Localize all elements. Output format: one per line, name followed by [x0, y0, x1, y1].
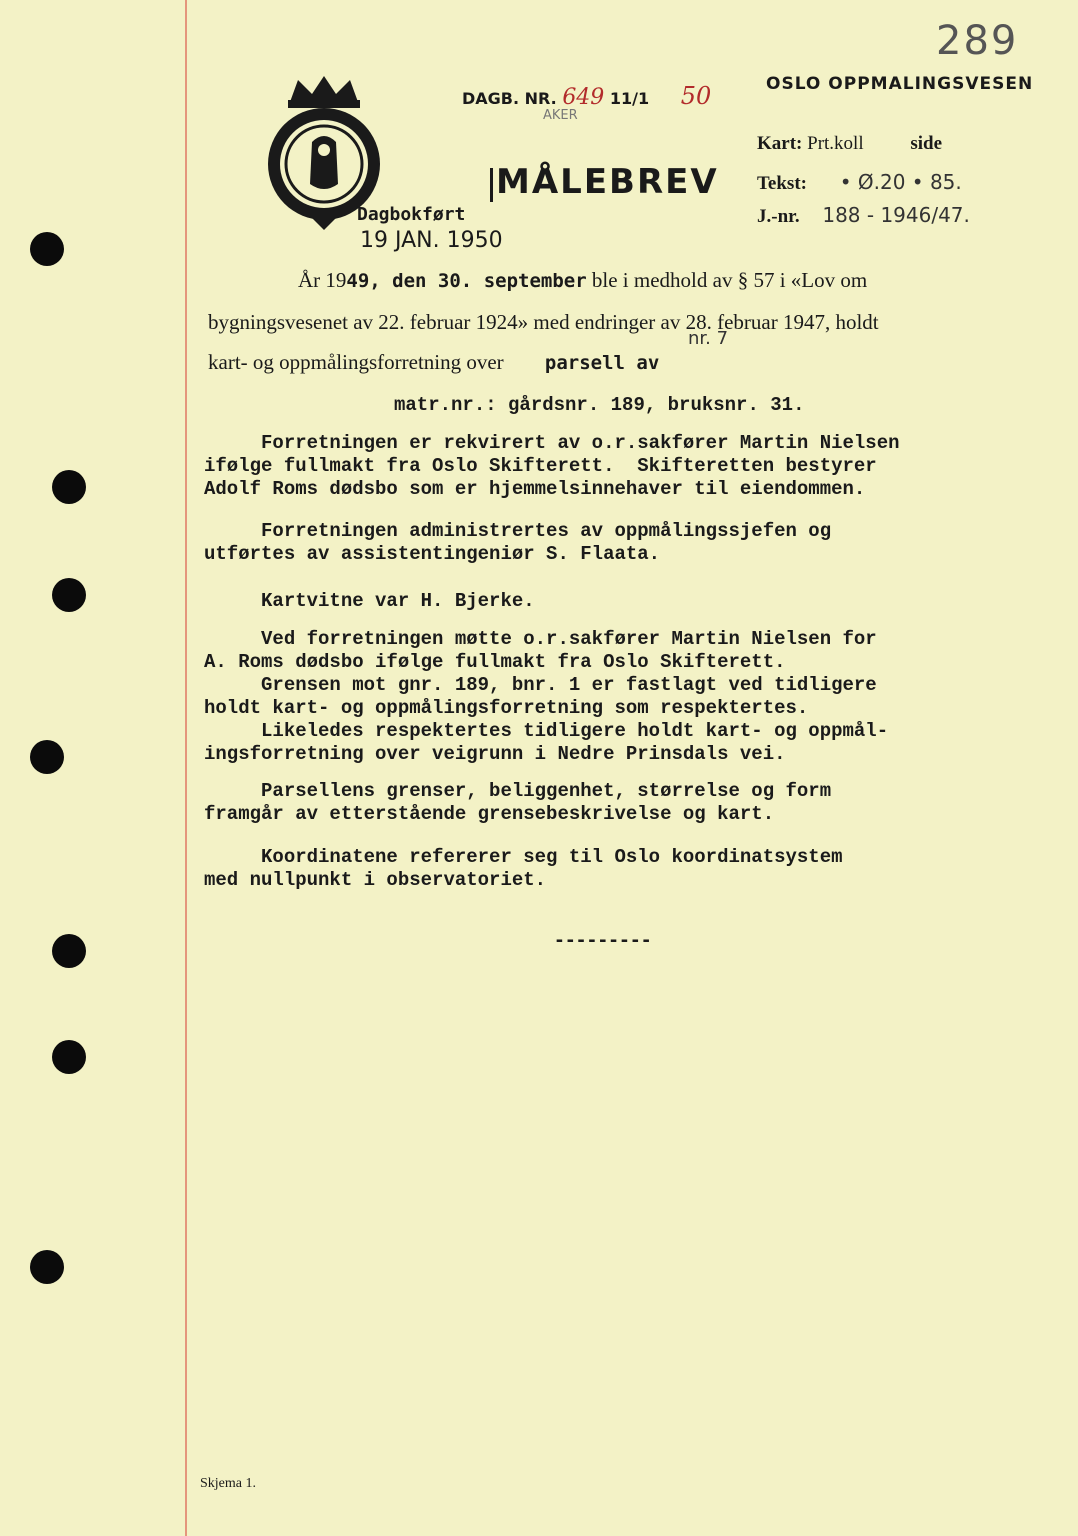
paragraph-attendance: Ved forretningen møtte o.r.sakfører Martin Nielsen for A. Roms dødsbo ifølge fullmakt fra Oslo Skifterett. Grensen mot gnr. 189, bnr. 1 er fastlagt ved tidligere holdt kart- og oppmålingsforretning som respektertes. Likeledes respektertes tidligere holdt kart- og oppmål- ingsforretning over veigrunn i Nedre Prinsdals vei.: [204, 628, 889, 765]
punch-hole: [52, 934, 86, 968]
punch-hole: [52, 578, 86, 612]
intro-date: 49, den 30. september: [346, 270, 587, 292]
office-name: OSLO OPPMALINGSVESEN: [766, 74, 1034, 94]
paragraph-boundaries: Parsellens grenser, beliggenhet, størrelse og form framgår av etterstående grensebeskrivelse og kart.: [204, 780, 832, 825]
handwritten-parcel-number: nr. 7: [688, 328, 729, 349]
kart-value: Prt.koll: [807, 133, 864, 154]
punch-hole: [52, 470, 86, 504]
intro-line-2: bygningsvesenet av 22. februar 1924» med endringer av 28. februar 1947, holdt: [208, 310, 879, 334]
form-footer: Skjema 1.: [200, 1476, 256, 1491]
tekst-label: Tekst:: [757, 173, 807, 194]
punch-hole: [30, 740, 64, 774]
jnr-label: J.-nr.: [757, 206, 800, 227]
meta-tekst: [757, 170, 962, 195]
kart-label: Kart:: [757, 133, 803, 154]
paragraph-administration: Forretningen administrertes av oppmålingssjefen og utførtes av assistentingeniør S. Flaata.: [204, 520, 832, 565]
registration-stamp-label: Dagbokført: [357, 204, 466, 225]
meta-jnr: [757, 203, 970, 228]
jnr-value: 188 - 1946/47.: [822, 203, 970, 227]
registration-stamp-date: 19 JAN. 1950: [360, 228, 503, 253]
side-label: side: [910, 133, 943, 154]
paragraph-coordinates: Koordinatene refererer seg til Oslo koordinatsystem med nullpunkt i observatoriet.: [204, 846, 843, 891]
document-title: MÅLEBREV: [496, 162, 719, 202]
margin-line: [185, 0, 187, 1536]
diary-number-label: DAGB. NR.: [462, 89, 557, 108]
diary-number-stamp: [462, 82, 711, 110]
intro-line-3: kart- og oppmålingsforretning over parsell av: [208, 350, 660, 374]
tekst-value: • Ø.20 • 85.: [839, 170, 962, 194]
matr-number: matr.nr.: gårdsnr. 189, bruksnr. 31.: [394, 394, 805, 416]
diary-number-handwritten: 649: [562, 85, 605, 110]
district-stamp: AKER: [543, 108, 578, 123]
diary-day: 11/1: [609, 89, 650, 108]
paragraph-witness: Kartvitne var H. Bjerke.: [204, 590, 535, 612]
intro-line-1: År 1949, den 30. september ble i medhold av § 57 i «Lov om: [298, 268, 868, 292]
intro-parcel: parsell av: [544, 352, 660, 374]
diary-year-handwritten: 50: [680, 82, 712, 110]
punch-hole: [30, 1250, 64, 1284]
separator: ---------: [554, 930, 652, 951]
punch-hole: [52, 1040, 86, 1074]
punch-hole: [30, 232, 64, 266]
page-number: 289: [936, 18, 1019, 64]
meta-kart: [757, 133, 942, 155]
paragraph-request: Forretningen er rekvirert av o.r.sakfører Martin Nielsen ifølge fullmakt fra Oslo Skifterett. Skifteretten bestyrer Adolf Roms dødsbo som er hjemmelsinnehaver til eiendommen.: [204, 432, 900, 500]
